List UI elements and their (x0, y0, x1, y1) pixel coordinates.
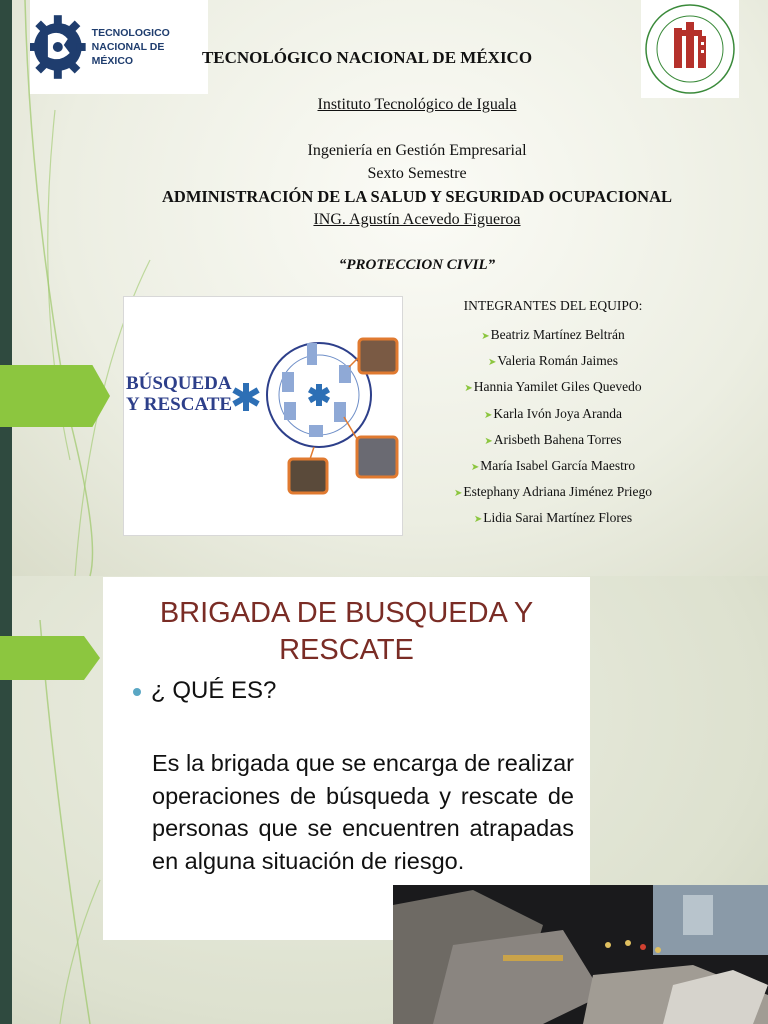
card-title (103, 595, 590, 669)
question-item (133, 677, 276, 705)
list-item (408, 479, 698, 505)
logo-text-line: TECNOLOGICO (91, 27, 170, 39)
search-rescue-graphic (123, 296, 403, 536)
star-of-life-icon (232, 383, 259, 411)
arrow-bullet-icon: ➤ (484, 409, 493, 421)
rescue-diagram (124, 297, 402, 535)
list-item (408, 374, 698, 400)
question-text: ¿ QUÉ ES? (151, 677, 277, 704)
institution-title: TECNOLÓGICO NACIONAL DE MÉXICO (201, 48, 533, 67)
topic-title: “PROTECCION CIVIL” (338, 257, 496, 273)
team-title: INTEGRANTES DEL EQUIPO: (463, 298, 643, 313)
rescue-scene-photo (393, 885, 768, 1024)
arrow-bullet-icon: ➤ (473, 514, 483, 526)
rescue-text-line: Y RESCATE (126, 394, 233, 415)
gear-logo-icon (30, 5, 86, 89)
campus-name: Instituto Tecnológico de Iguala (317, 96, 517, 113)
arrow-marker (0, 636, 100, 680)
member-name: Hannia Yamilet Giles Quevedo (473, 379, 642, 395)
card-title-line: RESCATE (279, 634, 414, 666)
arrow-bullet-icon: ➤ (481, 331, 490, 342)
rubble-scene-image (393, 885, 768, 1024)
list-item (408, 453, 698, 479)
arrow-bullet-icon: ➤ (454, 488, 463, 500)
teacher-name: ING. Agustín Acevedo Figueroa (313, 211, 521, 228)
arrow-bullet-icon: ➤ (487, 357, 497, 369)
list-item (408, 427, 698, 453)
member-name: Karla Ivón Joya Aranda (493, 405, 622, 421)
sidebar-bar (0, 0, 12, 1024)
arrow-marker (0, 365, 110, 427)
member-name: Estephany Adriana Jiménez Priego (463, 484, 652, 500)
list-item (408, 348, 698, 374)
career-name: Ingeniería en Gestión Empresarial (307, 142, 527, 159)
member-name: Valeria Román Jaimes (497, 353, 619, 369)
arrow-bullet-icon: ➤ (484, 435, 493, 447)
tecnm-logo (30, 0, 208, 94)
member-name: Lidia Sarai Martínez Flores (483, 510, 633, 526)
logo-text-line: NACIONAL DE MÉXICO (91, 41, 165, 67)
list-item (408, 505, 698, 531)
team-list (408, 322, 698, 532)
subject-title: ADMINISTRACIÓN DE LA SALUD Y SEGURIDAD OCUPACIONAL (161, 187, 673, 206)
bullet-dot-icon (133, 688, 141, 696)
arrow-bullet-icon: ➤ (470, 461, 480, 473)
definition-text: Es la brigada que se encarga de realizar operaciones de búsqueda y rescate de personas que se encuentren atrapadas en alguna situación de riesgo. (152, 750, 574, 874)
member-name: Arisbeth Bahena Torres (493, 431, 622, 447)
list-item (408, 401, 698, 427)
city-circle-icon (267, 343, 371, 447)
member-name: María Isabel García Maestro (480, 457, 636, 473)
member-name: Beatriz Martínez Beltrán (490, 327, 625, 342)
card-title-line: BRIGADA DE BUSQUEDA Y (159, 597, 534, 629)
list-item (408, 322, 698, 348)
semester-label: Sexto Semestre (367, 165, 467, 182)
rescue-text-line: BÚSQUEDA (126, 373, 232, 394)
arrow-bullet-icon: ➤ (464, 383, 473, 395)
